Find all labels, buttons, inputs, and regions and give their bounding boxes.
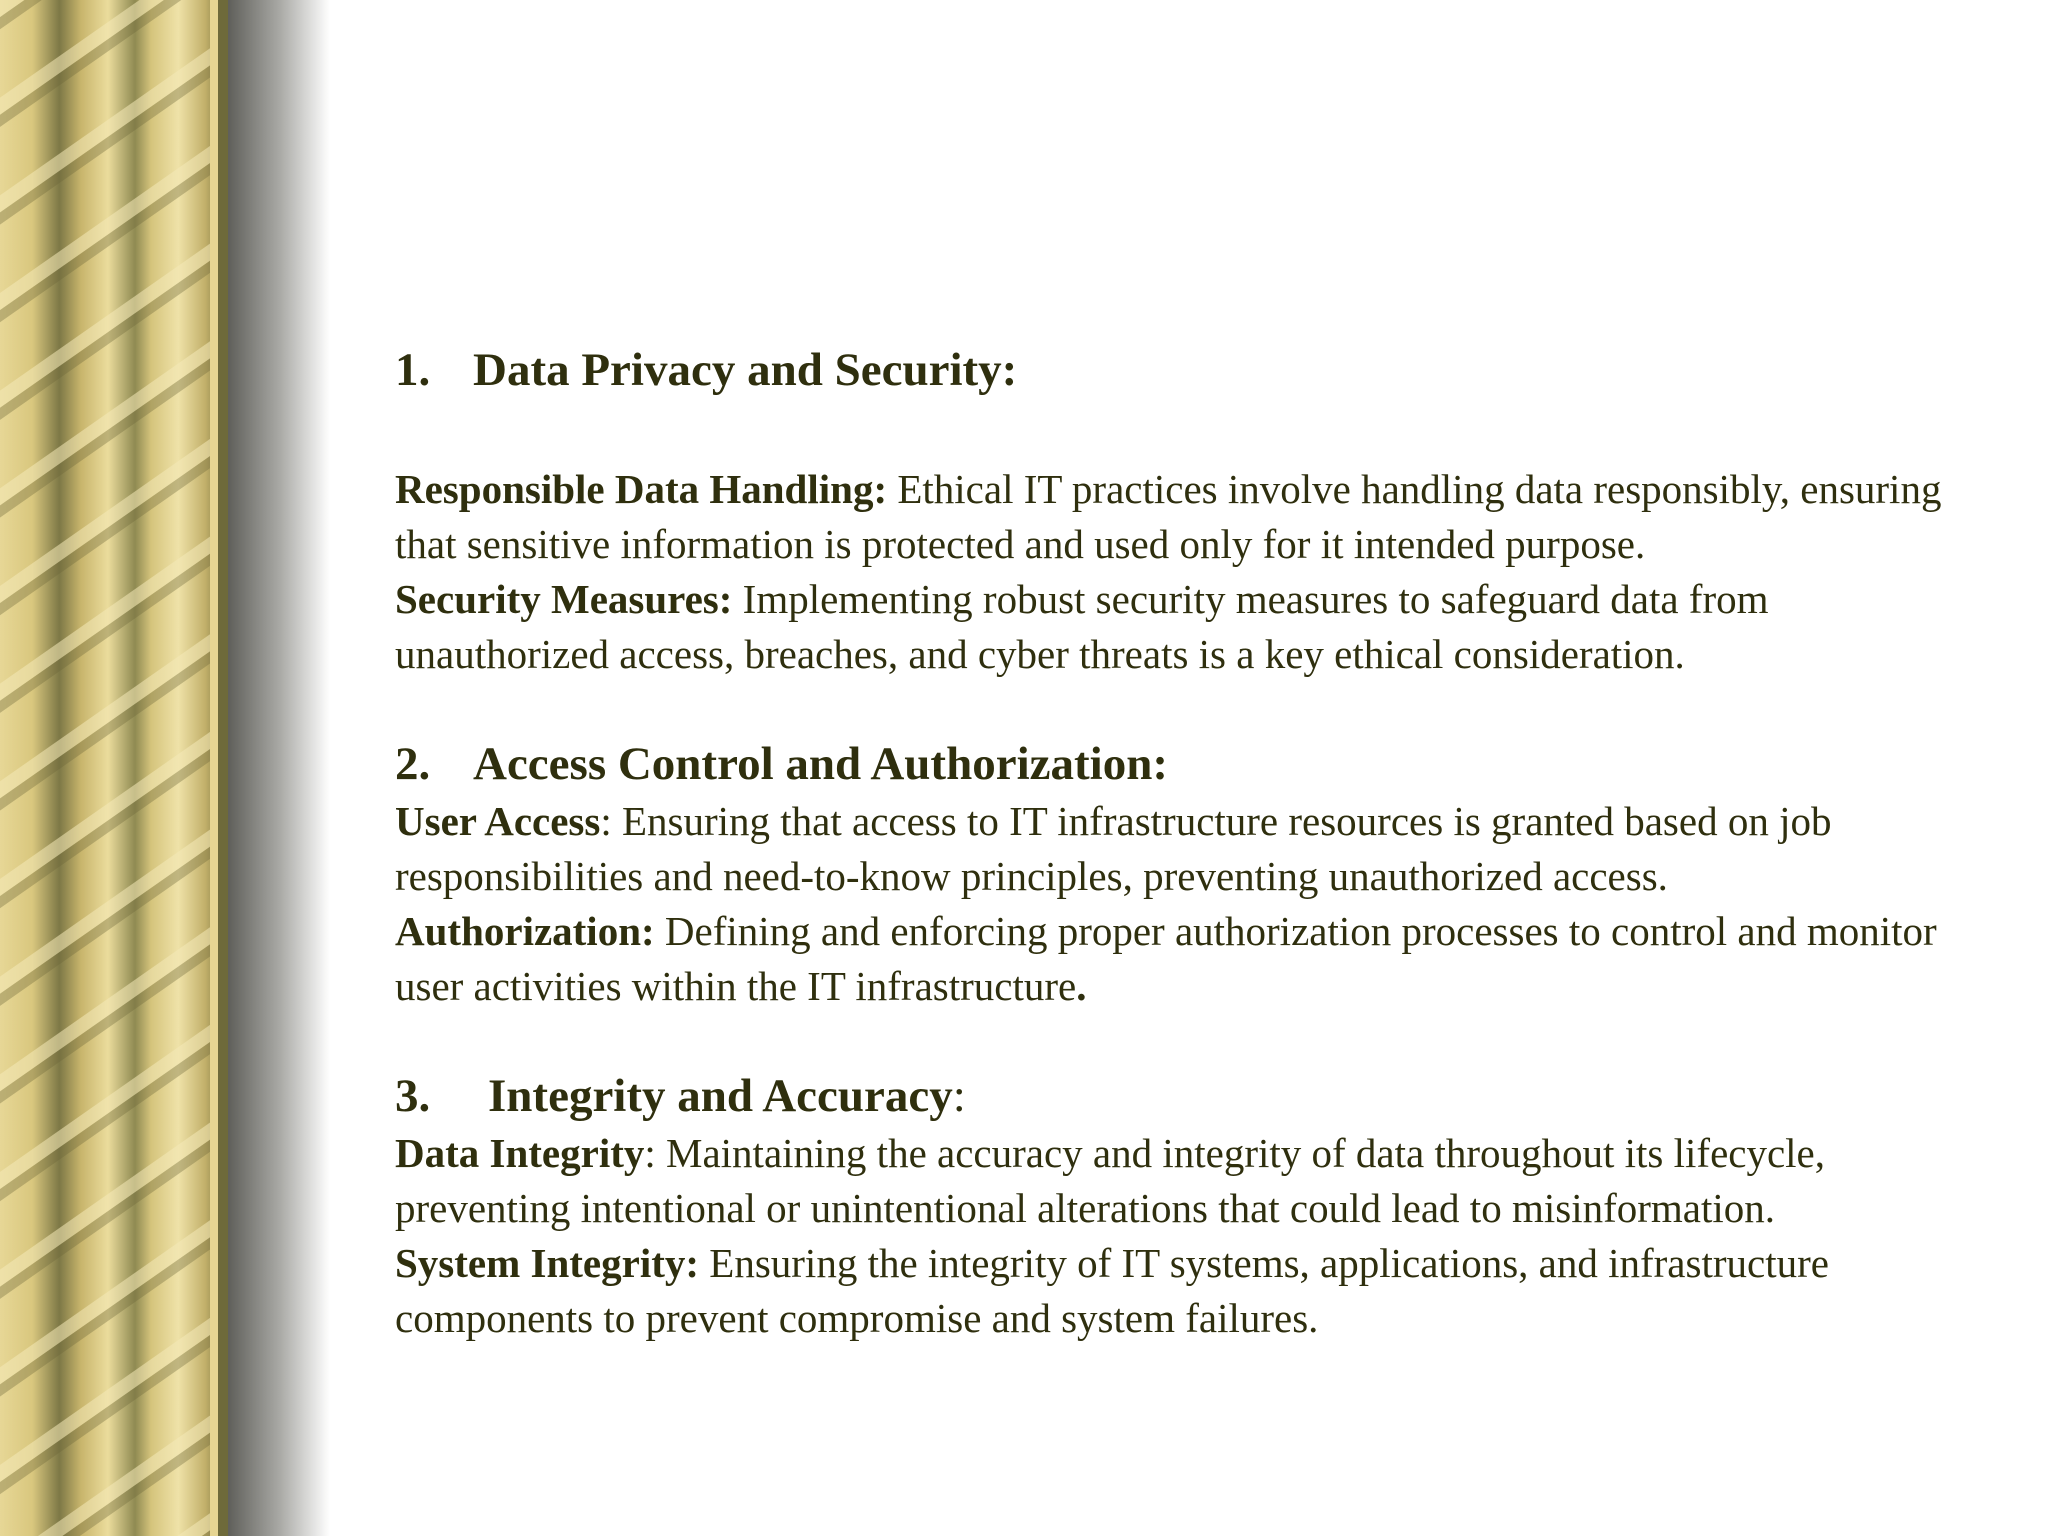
section-title: Data Privacy and Security: bbox=[473, 344, 1018, 396]
term-description: : Maintaining the accuracy and integrity of data throughout its lifecycle, preventing intentional or unintentional alterations that could lead to misinformation. bbox=[395, 1130, 1826, 1231]
slide-content bbox=[395, 340, 1975, 1346]
section-title-suffix: : bbox=[952, 1070, 966, 1122]
term-description: Defining and enforcing proper authorization processes to control and monitor user activities within the IT infrastructure bbox=[395, 908, 1937, 1009]
term-description: Implementing robust security measures to safeguard data from unauthorized access, breaches, and cyber threats is a key ethical consideration. bbox=[395, 576, 1769, 677]
section-heading-2 bbox=[395, 734, 1975, 794]
paragraph-data-integrity bbox=[395, 1126, 1975, 1236]
section-title: Integrity and Accuracy bbox=[488, 1070, 953, 1122]
paragraph-responsible-data-handling bbox=[395, 462, 1975, 572]
paragraph-user-access bbox=[395, 794, 1975, 904]
term-end-mark: . bbox=[1076, 963, 1087, 1009]
section-number: 2. bbox=[395, 738, 431, 790]
paragraph-system-integrity bbox=[395, 1236, 1975, 1346]
gold-column-graphic bbox=[0, 0, 330, 1536]
term-label: User Access bbox=[395, 798, 601, 844]
term-label: System Integrity: bbox=[395, 1240, 700, 1286]
term-description: Ensuring the integrity of IT systems, applications, and infrastructure components to prevent compromise and system failures. bbox=[395, 1240, 1829, 1341]
term-description: Ethical IT practices involve handling data responsibly, ensuring that sensitive information is protected and used only for it intended purpose. bbox=[395, 466, 1942, 567]
term-label: Responsible Data Handling: bbox=[395, 466, 888, 512]
section-number: 3. bbox=[395, 1070, 431, 1122]
decorative-gold-border bbox=[0, 0, 330, 1536]
term-description: : Ensuring that access to IT infrastructure resources is granted based on job responsibilities and need-to-know principles, preventing unauthorized access. bbox=[395, 798, 1832, 899]
term-label: Security Measures: bbox=[395, 576, 733, 622]
paragraph-authorization bbox=[395, 904, 1975, 1014]
section-heading-1 bbox=[395, 340, 1975, 400]
section-title: Access Control and Authorization bbox=[473, 738, 1153, 790]
section-heading-3 bbox=[395, 1066, 1975, 1126]
term-label: Data Integrity bbox=[395, 1130, 645, 1176]
section-number: 1. bbox=[395, 344, 431, 396]
section-title-suffix: : bbox=[1152, 738, 1168, 790]
term-label: Authorization: bbox=[395, 908, 655, 954]
paragraph-security-measures bbox=[395, 572, 1975, 682]
